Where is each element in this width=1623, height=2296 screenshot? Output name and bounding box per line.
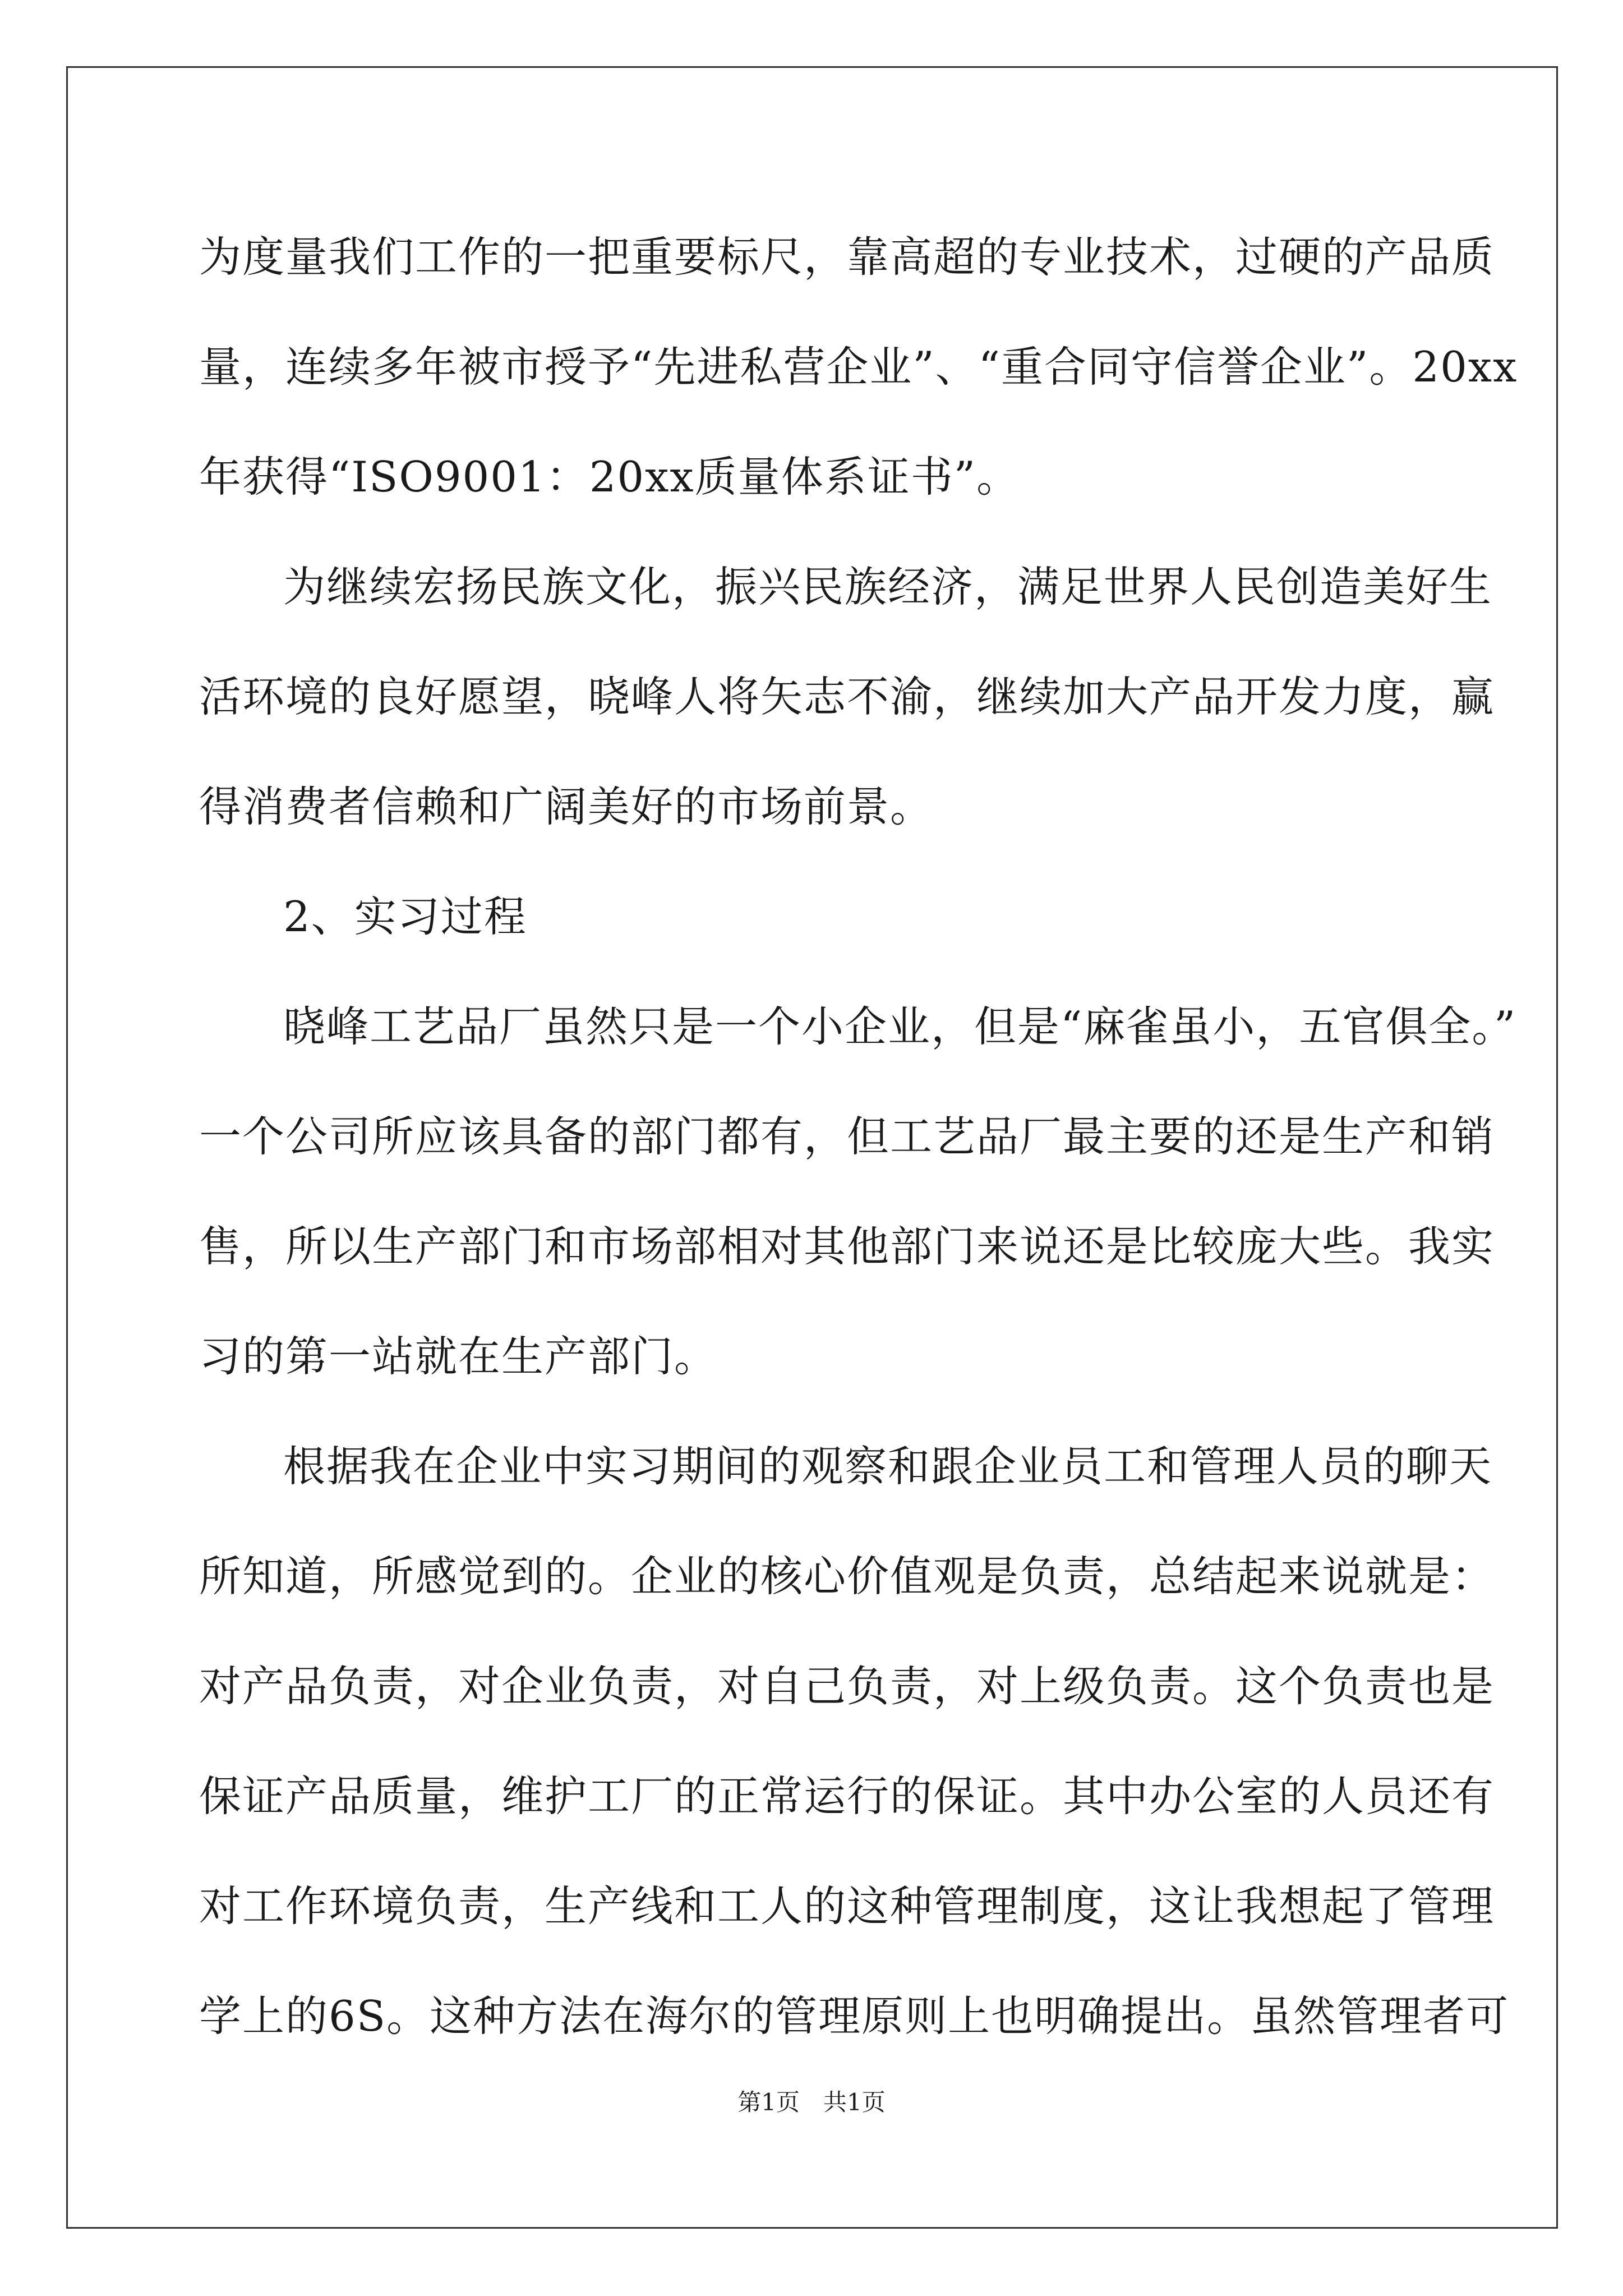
- text-line: 对产品负责，对企业负责，对自己负责，对上级负责。这个负责也是: [199, 1662, 1495, 1711]
- text-line: 为度量我们工作的一把重要标尺，靠高超的专业技术，过硬的产品质: [199, 232, 1495, 282]
- page-footer: 第1页 共1页: [737, 2088, 886, 2116]
- text-line: 保证产品质量，维护工厂的正常运行的保证。其中办公室的人员还有: [199, 1772, 1495, 1821]
- text-line: 年获得“ISO9001：20xx质量体系证书”。: [199, 452, 1020, 501]
- text-line: 对工作环境负责，生产线和工人的这种管理制度，这让我想起了管理: [199, 1881, 1495, 1931]
- paragraph-start-line: 晓峰工艺品厂虽然只是一个小企业，但是“麻雀虽小，五官俱全。”: [283, 1002, 1517, 1051]
- text-line: 售，所以生产部门和市场部相对其他部门来说还是比较庞大些。我实: [199, 1222, 1495, 1271]
- paragraph-start-line: 为继续宏扬民族文化，振兴民族经济，满足世界人民创造美好生: [283, 562, 1493, 611]
- document-body: [199, 202, 1518, 2071]
- text-line: 一个公司所应该具备的部门都有，但工艺品厂最主要的还是生产和销: [199, 1112, 1495, 1161]
- text-line: 量，连续多年被市授予“先进私营企业”、“重合同守信誉企业”。20xx: [199, 342, 1518, 392]
- paragraph-start-line: 根据我在企业中实习期间的观察和跟企业员工和管理人员的聊天: [283, 1442, 1493, 1491]
- text-line: 所知道，所感觉到的。企业的核心价值观是负责，总结起来说就是：: [199, 1552, 1495, 1601]
- text-line: 得消费者信赖和广阔美好的市场前景。: [199, 782, 934, 831]
- text-line: 习的第一站就在生产部门。: [199, 1332, 718, 1381]
- text-line: 学上的6S。这种方法在海尔的管理原则上也明确提出。虽然管理者可: [199, 1991, 1510, 2041]
- text-line: 活环境的良好愿望，晓峰人将矢志不渝，继续加大产品开发力度，赢: [199, 672, 1495, 721]
- section-heading: 2、实习过程: [283, 892, 527, 941]
